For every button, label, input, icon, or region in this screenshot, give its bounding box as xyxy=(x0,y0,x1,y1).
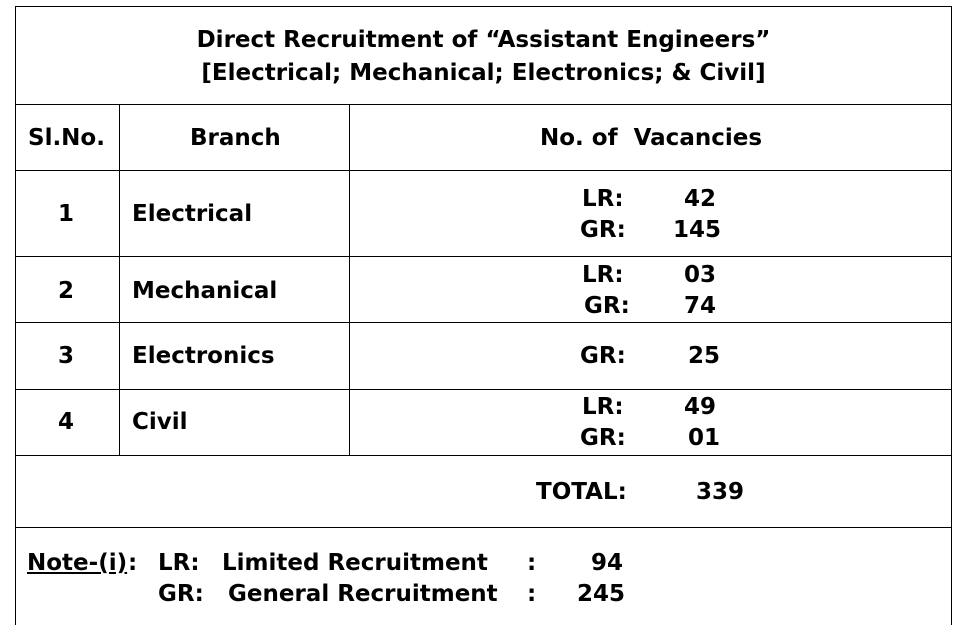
col-divider-branch xyxy=(349,104,350,455)
vacancy-label: GR: xyxy=(584,293,630,319)
rule-row-1 xyxy=(15,256,952,257)
note-code: GR: xyxy=(158,581,204,607)
note-value: 245 xyxy=(577,581,626,607)
vacancy-label: LR: xyxy=(582,186,624,212)
table-title: Direct Recruitment of “Assistant Engineers” xyxy=(196,27,771,53)
header-vacancies: No. of Vacancies xyxy=(540,125,763,151)
vacancy-value: 01 xyxy=(688,425,721,451)
row-branch: Electronics xyxy=(132,343,275,369)
vacancy-value: 42 xyxy=(684,186,717,212)
total-value: 339 xyxy=(696,479,745,505)
note-description: Limited Recruitment xyxy=(222,550,488,576)
total-label: TOTAL: xyxy=(536,479,627,505)
row-slno: 2 xyxy=(58,278,75,304)
row-slno: 3 xyxy=(58,343,75,369)
rule-row-2 xyxy=(15,322,952,323)
note-colon: : xyxy=(128,550,138,576)
vacancy-value: 145 xyxy=(673,217,722,243)
note-code: LR: xyxy=(158,550,200,576)
note-value: 94 xyxy=(591,550,624,576)
rule-under-title xyxy=(15,104,952,105)
vacancy-label: LR: xyxy=(582,262,624,288)
vacancy-value: 74 xyxy=(684,293,717,319)
note-separator: : xyxy=(527,550,537,576)
header-branch: Branch xyxy=(190,125,281,151)
rule-row-3 xyxy=(15,389,952,390)
table-subtitle: [Electrical; Mechanical; Electronics; & Civil] xyxy=(201,60,766,86)
row-slno: 4 xyxy=(58,409,75,435)
row-branch: Civil xyxy=(132,409,188,435)
rule-under-total xyxy=(15,527,952,528)
vacancy-label: GR: xyxy=(580,343,626,369)
note-separator: : xyxy=(527,581,537,607)
vacancy-label: GR: xyxy=(580,217,626,243)
row-branch: Mechanical xyxy=(132,278,278,304)
rule-row-4 xyxy=(15,455,952,456)
header-slno: Sl.No. xyxy=(28,125,105,151)
row-slno: 1 xyxy=(58,201,75,227)
vacancy-value: 25 xyxy=(688,343,721,369)
vacancy-value: 03 xyxy=(684,262,717,288)
col-divider-slno xyxy=(119,104,120,455)
note-description: General Recruitment xyxy=(228,581,498,607)
vacancy-label: LR: xyxy=(582,394,624,420)
note-prefix: Note-(i) xyxy=(27,550,128,576)
recruitment-table xyxy=(15,6,952,625)
row-branch: Electrical xyxy=(132,201,253,227)
vacancy-label: GR: xyxy=(580,425,626,451)
rule-under-header xyxy=(15,170,952,171)
vacancy-value: 49 xyxy=(684,394,717,420)
